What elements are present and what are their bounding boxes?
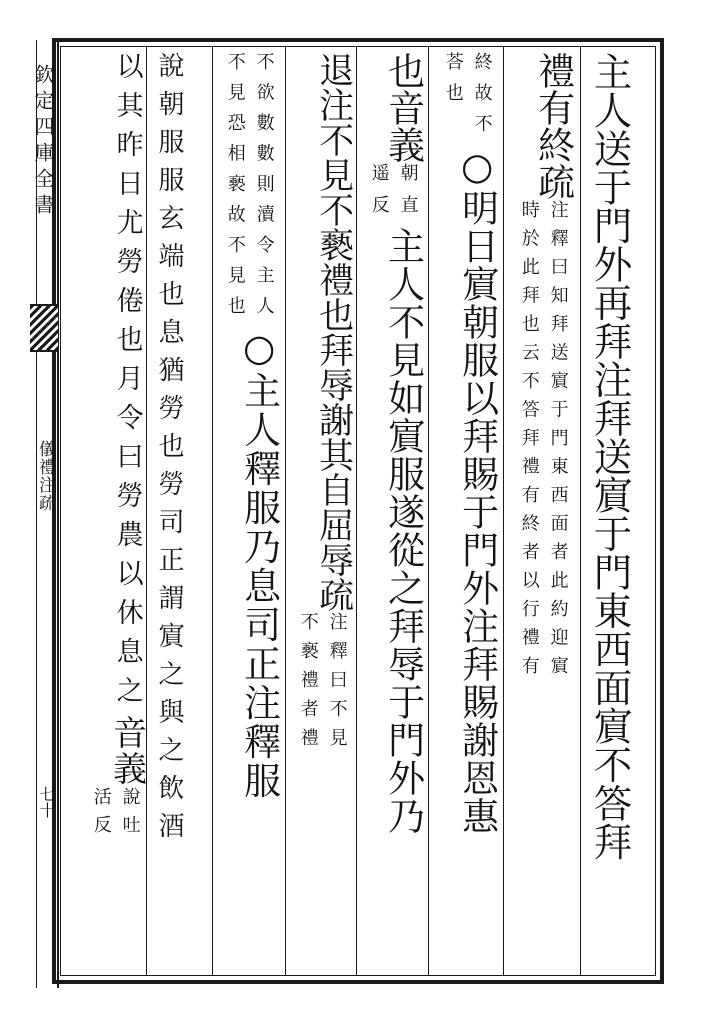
main-text: ○主人釋服乃息司正注釋服	[237, 326, 281, 801]
text-column-8	[86, 52, 147, 972]
annotation-note: 朝直 遥反	[368, 163, 419, 227]
text-column-7	[156, 52, 182, 972]
annotation-note: 終故不 荅也	[442, 52, 493, 145]
column-divider	[285, 46, 286, 976]
main-text: 以其昨日尤勞倦也月令曰勞農以休息之	[111, 52, 143, 715]
main-text: 說朝服服玄端也息猶勞也勞司正謂賔之與之飲酒	[154, 52, 184, 850]
main-text: 也音義	[381, 52, 425, 163]
annotation-note: 注釋曰不見 不褻禮者禮	[297, 612, 348, 757]
text-column-2	[514, 52, 575, 972]
text-column-1	[587, 52, 633, 972]
main-text: 禮有終	[531, 52, 575, 163]
annotation-note: 不欲數數則瀆令主人 不見恐相褻故不見也	[224, 52, 275, 327]
main-text: 主人不見如賔服遂從之拜辱于門外乃	[381, 227, 425, 835]
annotation-note: 說吐 活反	[90, 787, 141, 843]
page-number: 七十	[37, 786, 56, 818]
main-text: 主人送于門外再拜注拜送賔于門東西面賔不答拜	[587, 52, 633, 861]
column-divider	[503, 46, 504, 976]
column-divider	[428, 46, 429, 976]
fishtail-mark	[30, 304, 58, 352]
section-marker: 音義	[106, 715, 147, 787]
text-column-6	[220, 52, 281, 972]
text-column-4	[364, 52, 425, 972]
main-text: ○明日賔朝服以拜賜于門外注拜賜謝恩惠	[455, 145, 499, 835]
book-title: 儀禮注疏	[35, 440, 55, 512]
column-divider	[356, 46, 357, 976]
text-column-3	[438, 52, 499, 972]
text-column-5	[293, 52, 354, 972]
column-divider	[580, 46, 581, 976]
column-divider	[212, 46, 213, 976]
column-divider	[146, 46, 147, 976]
section-marker: 疏	[313, 577, 354, 612]
section-marker: 疏	[531, 163, 575, 200]
collection-title: 欽定四庫全書	[31, 64, 55, 220]
main-text: 退注不見不褻禮也拜辱謝其自屈辱	[313, 52, 354, 577]
annotation-note: 注釋曰知拜送賔于門東西面者此約迎賔 時於此拜也云不答拜禮有終者以行禮有	[518, 200, 569, 685]
